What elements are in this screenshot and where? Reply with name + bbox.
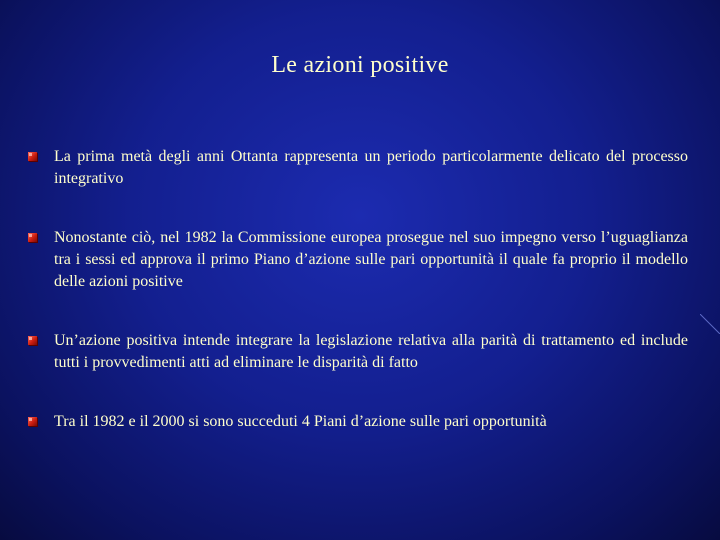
red-square-bullet-icon (28, 233, 37, 242)
bullet-item (28, 330, 688, 374)
red-square-bullet-icon (28, 336, 37, 345)
red-square-bullet-icon (28, 417, 37, 426)
bullet-text: La prima metà degli anni Ottanta rappresenta un periodo particolarmente delicato del processo integrativo (54, 148, 688, 187)
red-square-bullet-icon (28, 152, 37, 161)
bullet-item (28, 411, 688, 433)
bullet-text: Nonostante ciò, nel 1982 la Commissione europea prosegue nel suo impegno verso l’uguaglianza tra i sessi ed approva il primo Piano d’azione sulle pari opportunità il quale fa proprio il modello delle azioni positive (54, 229, 688, 290)
decorative-line (700, 314, 720, 334)
bullet-list (28, 146, 688, 433)
bullet-item (28, 146, 688, 190)
bullet-text: Tra il 1982 e il 2000 si sono succeduti 4 Piani d’azione sulle pari opportunità (54, 413, 547, 430)
bullet-text: Un’azione positiva intende integrare la legislazione relativa alla parità di trattamento ed include tutti i provvedimenti atti ad eliminare le disparità di fatto (54, 332, 688, 371)
slide-title: Le azioni positive (271, 52, 449, 78)
bullet-item (28, 227, 688, 293)
